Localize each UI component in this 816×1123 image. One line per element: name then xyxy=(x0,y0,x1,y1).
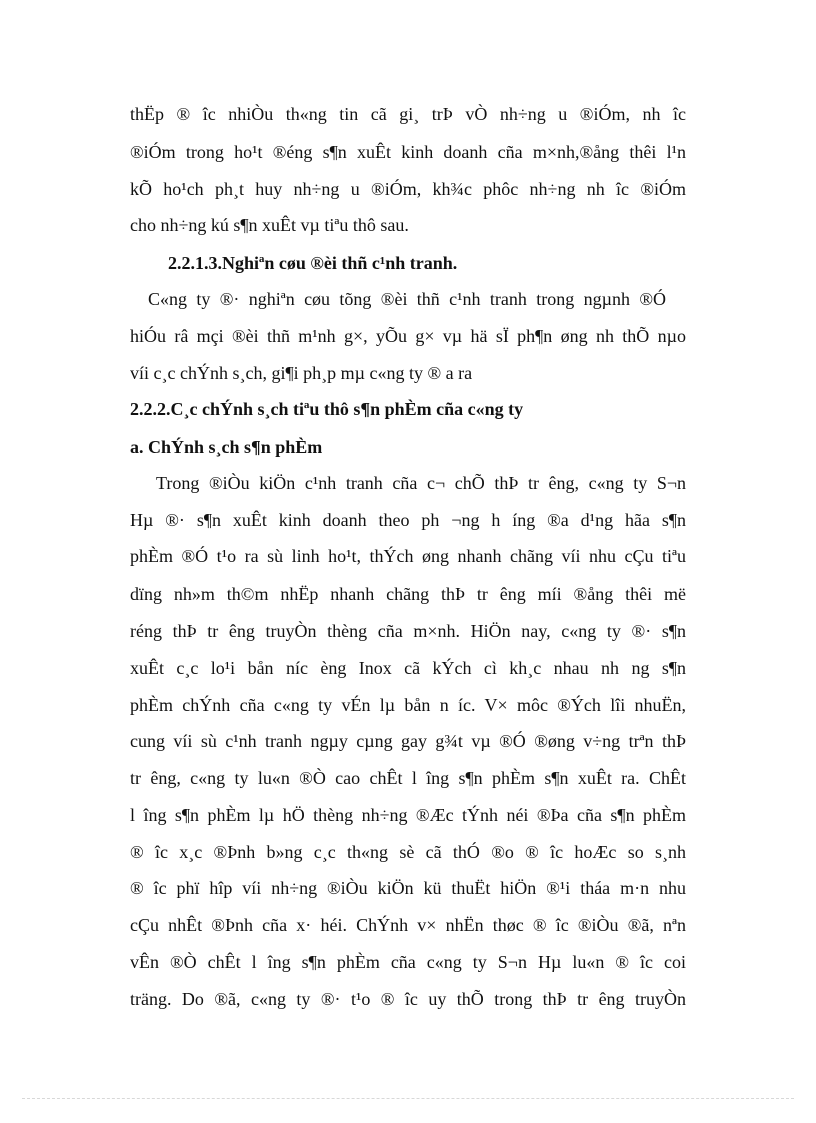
paragraph-line: cho nh÷ng kú s¶n xuÊt vµ tiªu thô sau. xyxy=(130,215,409,235)
paragraph-line: tr êng, c«ng ty lu«n ®Ò cao chÊt l îng s¶n phÈm s¶n xuÊt ra. ChÊt xyxy=(130,768,686,788)
paragraph-line: víi c¸c chÝnh s¸ch, gi¶i ph¸p mµ c«ng ty ® a ra xyxy=(130,363,473,383)
subsection-heading: a. ChÝnh s¸ch s¶n phÈm xyxy=(130,437,323,457)
paragraph-line: träng. Do ®ã, c«ng ty ®· t¹o ® îc uy thÕ trong thÞ tr êng truyÒn xyxy=(130,989,686,1009)
section-heading: 2.2.1.3.Nghiªn cøu ®èi thñ c¹nh tranh. xyxy=(168,253,458,273)
paragraph-line: kÕ ho¹ch ph¸t huy nh÷ng u ®iÓm, kh¾c phôc nh÷ng nh îc ®iÓm xyxy=(130,179,686,199)
paragraph-line: vÊn ®Ò chÊt l îng s¶n phÈm cña c«ng ty S¬n Hµ lu«n ® îc coi xyxy=(130,952,686,972)
paragraph-line: dïng nh»m th©m nhËp nhanh chãng thÞ tr êng míi ®ång thêi më xyxy=(130,584,686,604)
paragraph-line: thËp ® îc nhiÒu th«ng tin cã gi¸ trÞ vÒ nh÷ng u ®iÓm, nh îc xyxy=(130,104,686,124)
section-heading: 2.2.2.C¸c chÝnh s¸ch tiªu thô s¶n phÈm cña c«ng ty xyxy=(130,399,524,419)
paragraph-line: réng thÞ tr êng truyÒn thèng cña m×nh. HiÖn nay, c«ng ty ®· s¶n xyxy=(130,621,686,641)
paragraph-line: cung víi sù c¹nh tranh ngµy cµng gay g¾t vµ ®Ó ®øng v÷ng trªn thÞ xyxy=(130,731,686,751)
paragraph-line: cÇu nhÊt ®Þnh cña x· héi. ChÝnh v× nhËn thøc ® îc ®iÒu ®ã, nªn xyxy=(130,915,686,935)
paragraph-line: l îng s¶n phÈm lµ hÖ thèng nh÷ng ®Æc tÝnh néi ®Þa cña s¶n phÈm xyxy=(130,805,686,825)
paragraph-line: Hµ ®· s¶n xuÊt kinh doanh theo ph ¬ng h íng ®a d¹ng hãa s¶n xyxy=(130,510,686,530)
paragraph-line: phÈm chÝnh cña c«ng ty vÉn lµ bån n íc. V× môc ®Ých lîi nhuËn, xyxy=(130,695,686,715)
paragraph-line: ® îc phï hîp víi nh÷ng ®iÒu kiÖn kü thuËt hiÖn ®¹i tháa m·n nhu xyxy=(130,878,686,898)
paragraph-line: hiÓu râ mçi ®èi thñ m¹nh g×, yÕu g× vµ hä sÏ ph¶n øng nh thÕ nµo xyxy=(130,326,686,346)
page-bottom-rule xyxy=(22,1098,794,1099)
paragraph-line: ®iÓm trong ho¹t ®éng s¶n xuÊt kinh doanh cña m×nh,®ång thêi l¹n xyxy=(130,142,686,162)
paragraph-line: phÈm ®Ó t¹o ra sù linh ho¹t, thÝch øng nhanh chãng víi nhu cÇu tiªu xyxy=(130,546,686,566)
paragraph-line: xuÊt c¸c lo¹i bån níc èng Inox cã kÝch cì kh¸c nhau nh ng s¶n xyxy=(130,658,686,678)
paragraph-line: C«ng ty ®· nghiªn cøu tõng ®èi thñ c¹nh tranh trong ngµnh ®Ó xyxy=(148,289,666,309)
paragraph-line: Trong ®iÒu kiÖn c¹nh tranh cña c¬ chÕ thÞ tr êng, c«ng ty S¬n xyxy=(156,473,686,493)
paragraph-line: ® îc x¸c ®Þnh b»ng c¸c th«ng sè cã thÓ ®o ® îc hoÆc so s¸nh xyxy=(130,842,686,862)
